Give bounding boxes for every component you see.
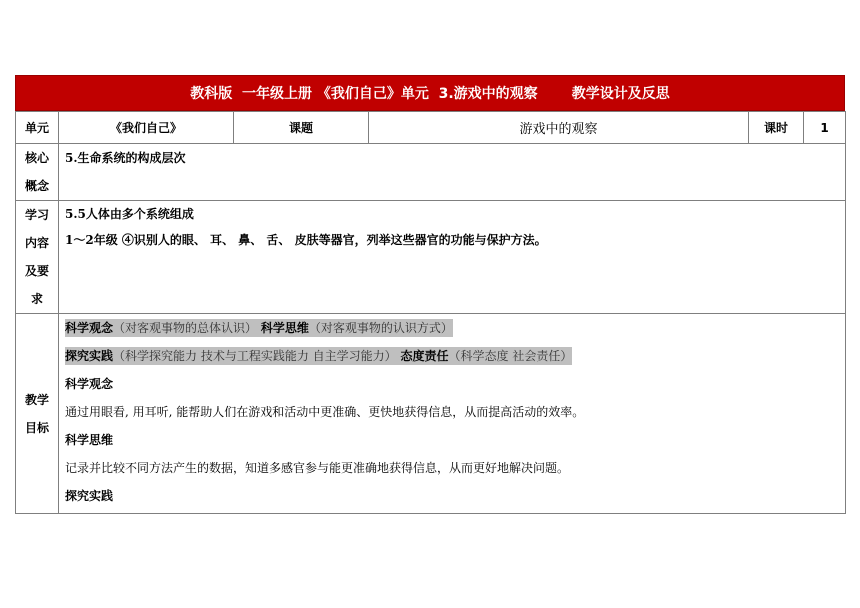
topic-label: 课题 (234, 112, 369, 144)
unit-label: 单元 (16, 112, 59, 144)
row-core-concept (16, 144, 846, 201)
row-teaching-goals (16, 314, 846, 514)
goal-heading-science-thinking: 科学思维 (65, 433, 114, 447)
document-title-banner (15, 75, 845, 111)
lesson-plan-table (15, 111, 846, 514)
unit-value: 《我们自己》 (59, 112, 234, 144)
core-text: 5.生命系统的构成层次 (65, 151, 186, 165)
goal-heading-science-concept: 科学观念 (65, 377, 114, 391)
goal-text-science-concept: 通过用眼看, 用耳听, 能帮助人们在游戏和活动中更准确、更快地获得信息，从而提高活动的效率。 (65, 405, 585, 419)
learning-line-1: 5.5人体由多个系统组成 (65, 207, 194, 221)
goal-heading-inquiry-practice: 探究实践 (65, 489, 114, 503)
topic-value: 游戏中的观察 (369, 112, 749, 144)
row-learning-content (16, 201, 846, 314)
goals-summary-1: 科学观念（对客观事物的总体认识） 科学思维（对客观事物的认识方式） (65, 321, 453, 335)
goals-content (59, 314, 846, 514)
goal-text-science-thinking: 记录并比较不同方法产生的数据，知道多感官参与能更准确地获得信息，从而更好地解决问题。 (65, 461, 570, 475)
period-label: 课时 (749, 112, 804, 144)
title-part-1: 教科版 一年级上册 《我们自己》单元 3.游戏中的观察 (190, 86, 538, 102)
core-content (59, 144, 846, 201)
learning-label: 学习 内容 及要 求 (16, 201, 59, 314)
period-value: 1 (804, 112, 846, 144)
core-label: 核心 概念 (16, 144, 59, 201)
goals-label: 教学 目标 (16, 314, 59, 514)
goals-summary-2: 探究实践（科学探究能力 技术与工程实践能力 自主学习能力） 态度责任（科学态度 社会责任） (65, 349, 573, 363)
learning-line-2: 1～2年级 ④识别人的眼、 耳、 鼻、 舌、 皮肤等器官，列举这些器官的功能与保护方法。 (65, 233, 547, 247)
row-unit (16, 112, 846, 144)
title-part-2: 教学设计及反思 (571, 86, 670, 102)
learning-content (59, 201, 846, 314)
